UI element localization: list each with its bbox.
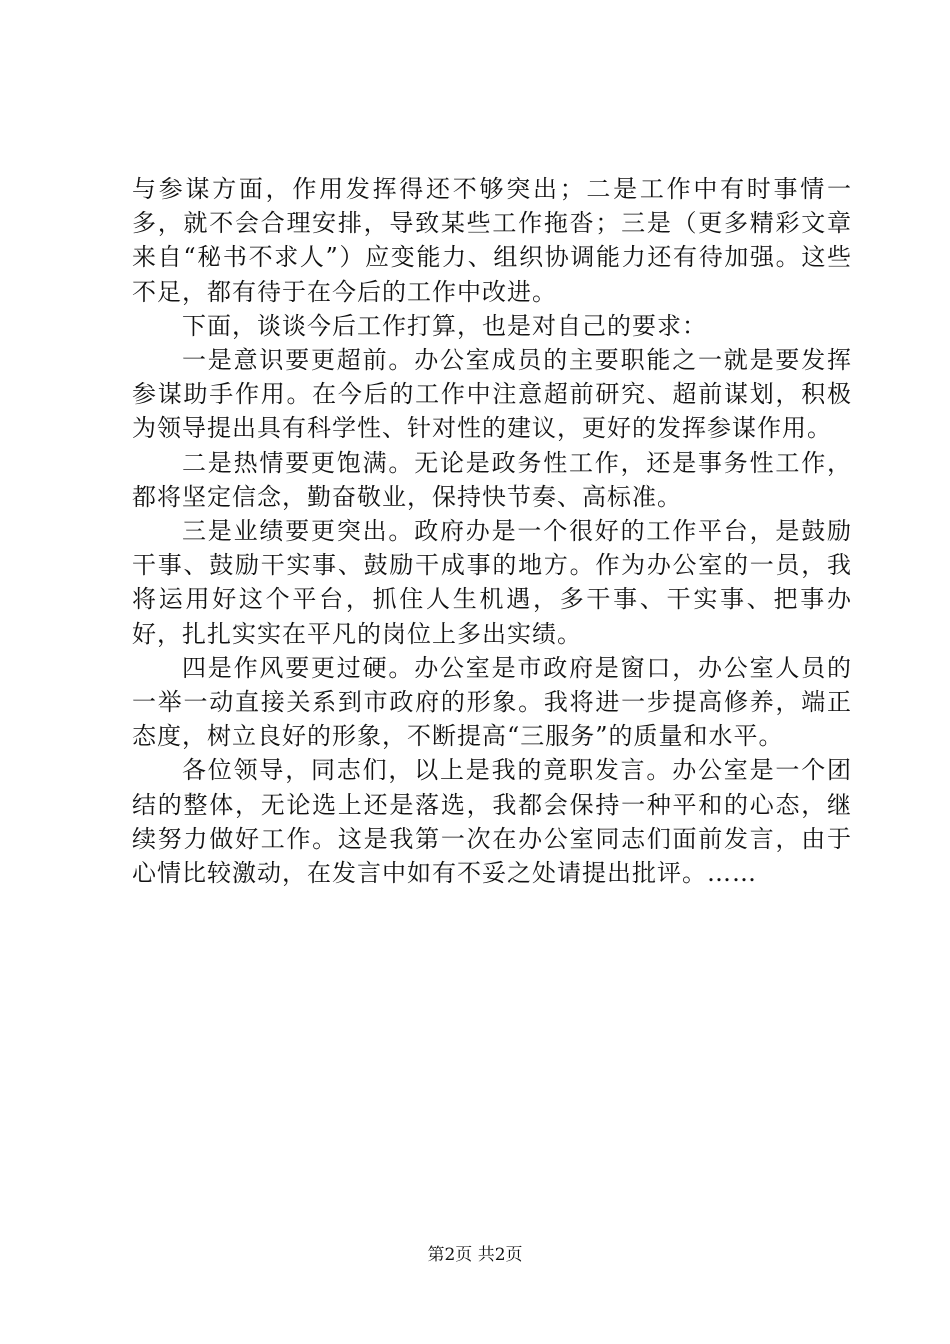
paragraph-point-two: 二是热情要更饱满。无论是政务性工作，还是事务性工作，都将坚定信念，勤奋敬业，保持快节奏、高标准。 xyxy=(132,448,852,511)
document-body xyxy=(132,172,852,890)
paragraph-closing: 各位领导，同志们，以上是我的竟职发言。办公室是一个团结的整体，无论选上还是落选，我都会保持一种平和的心态，继续努力做好工作。这是我第一次在办公室同志们面前发言，由于心情比较激动，在发言中如有不妥之处请提出批评。…… xyxy=(132,756,852,888)
paragraph-continuation: 与参谋方面，作用发挥得还不够突出；二是工作中有时事情一多，就不会合理安排，导致某些工作拖沓；三是（更多精彩文章来自“秘书不求人”）应变能力、组织协调能力还有待加强。这些不足，都有待于在今后的工作中改进。 xyxy=(132,175,852,306)
page-footer xyxy=(0,1244,950,1266)
paragraph-point-one: 一是意识要更超前。办公室成员的主要职能之一就是要发挥参谋助手作用。在今后的工作中注意超前研究、超前谋划，积极为领导提出具有科学性、针对性的建议，更好的发挥参谋作用。 xyxy=(132,346,852,443)
paragraph-point-four: 四是作风要更过硬。办公室是市政府是窗口，办公室人员的一举一动直接关系到市政府的形象。我将进一步提高修养，端正态度，树立良好的形象，不断提高“三服务”的质量和水平。 xyxy=(132,653,852,751)
page-number-label: 第2页 共2页 xyxy=(427,1245,523,1265)
paragraph-plans-intro: 下面，谈谈今后工作打算，也是对自己的要求： xyxy=(182,311,707,340)
paragraph-point-three: 三是业绩要更突出。政府办是一个很好的工作平台，是鼓励干事、鼓励干实事、鼓励干成事的地方。作为办公室的一员，我将运用好这个平台，抓住人生机遇，多干事、干实事、把事办好，扎扎实实在平凡的岗位上多出实绩。 xyxy=(132,517,852,648)
